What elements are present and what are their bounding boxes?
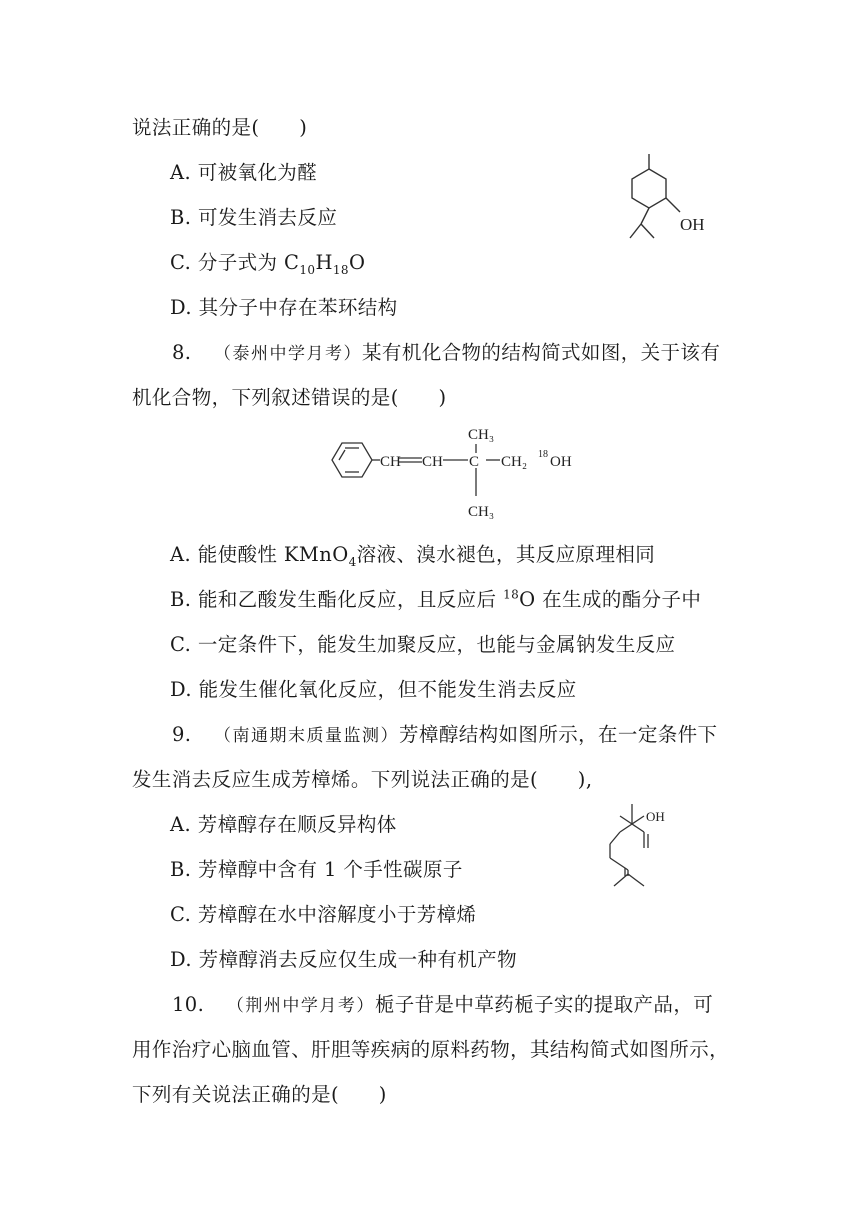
option-text-pre: 能使酸性 KMnO bbox=[197, 543, 349, 566]
option-text-post: 溶液、溴水褪色，其反应原理相同 bbox=[356, 543, 656, 566]
q10-stem-line2: 用作治疗心脑血管、肝胆等疾病的原料药物，其结构简式如图所示， bbox=[132, 1038, 730, 1061]
q8-stem-line1 bbox=[172, 341, 720, 366]
q8-option-a bbox=[170, 543, 655, 567]
option-letter: A. bbox=[170, 543, 192, 566]
option-text: 能发生催化氧化反应，但不能发生消去反应 bbox=[198, 678, 577, 701]
option-letter: D. bbox=[170, 948, 192, 971]
option-letter: D. bbox=[170, 296, 192, 319]
q7-option-d bbox=[170, 296, 398, 320]
option-text: 一定条件下，能发生加聚反应，也能与金属钠发生反应 bbox=[197, 633, 676, 656]
q7-option-b bbox=[170, 206, 337, 230]
ch-label: CH bbox=[422, 454, 443, 470]
question-source: （南通期末质量监测） bbox=[214, 726, 400, 746]
question-source: （荆州中学月考） bbox=[226, 996, 375, 1016]
option-text-pre: 分子式为 C bbox=[197, 251, 300, 274]
isotope-label: 18 bbox=[538, 449, 548, 460]
q9-stem-line1 bbox=[172, 723, 717, 748]
option-letter: C. bbox=[170, 633, 192, 656]
c-label: C bbox=[469, 454, 480, 470]
question-stem: 栀子苷是中草药栀子实的提取产品，可 bbox=[374, 993, 714, 1016]
q8-option-b bbox=[170, 588, 701, 612]
q8-option-d bbox=[170, 678, 577, 702]
option-text-post: O bbox=[348, 251, 366, 274]
q9-option-d bbox=[170, 948, 517, 972]
ch-label: CH bbox=[380, 454, 401, 470]
superscript: 18 bbox=[503, 587, 520, 602]
q9-option-b bbox=[170, 858, 463, 882]
q9-stem-line2: 发生消去反应生成芳樟烯。下列说法正确的是( ), bbox=[132, 768, 593, 791]
option-text-post: O 在生成的酯分子中 bbox=[519, 588, 702, 611]
ch3-top-label: CH₃ bbox=[468, 427, 495, 443]
option-text: 芳樟醇中含有 1 个手性碳原子 bbox=[197, 858, 463, 881]
option-letter: A. bbox=[170, 161, 192, 184]
option-letter: B. bbox=[170, 858, 192, 881]
question-number: 8. bbox=[172, 341, 192, 364]
oh-label: OH bbox=[550, 454, 572, 470]
option-text: 其分子中存在苯环结构 bbox=[198, 296, 398, 319]
option-text: 可被氧化为醛 bbox=[197, 161, 318, 184]
q7-option-c bbox=[170, 251, 365, 275]
option-text: 芳樟醇存在顺反异构体 bbox=[197, 813, 397, 836]
question-number: 10. bbox=[172, 993, 205, 1016]
linalool-structure bbox=[596, 802, 686, 894]
option-letter: A. bbox=[170, 813, 192, 836]
q9-option-c bbox=[170, 903, 476, 927]
q9-option-a bbox=[170, 813, 397, 837]
option-text: 可发生消去反应 bbox=[197, 206, 338, 229]
q7-option-a bbox=[170, 161, 317, 185]
q10-stem-line3: 下列有关说法正确的是( ) bbox=[132, 1083, 387, 1106]
question-stem: 某有机化合物的结构简式如图，关于该有 bbox=[362, 341, 721, 364]
question-number: 9. bbox=[172, 723, 192, 746]
q8-stem-line2: 机化合物，下列叙述错误的是( ) bbox=[132, 386, 447, 409]
subscript: 18 bbox=[332, 262, 349, 277]
question-source: （泰州中学月考） bbox=[214, 344, 363, 364]
option-text-mid: H bbox=[315, 251, 333, 274]
option-letter: C. bbox=[170, 251, 192, 274]
subscript: 4 bbox=[348, 554, 357, 569]
q8-structure bbox=[318, 424, 588, 526]
subscript: 10 bbox=[299, 262, 316, 277]
option-letter: C. bbox=[170, 903, 192, 926]
question-stem: 芳樟醇结构如图所示，在一定条件下 bbox=[399, 723, 718, 746]
oh-label: OH bbox=[646, 809, 665, 824]
option-text-pre: 能和乙酸发生酯化反应，且反应后 bbox=[197, 588, 504, 611]
option-letter: D. bbox=[170, 678, 192, 701]
q10-stem-line1 bbox=[172, 993, 713, 1018]
oh-label: OH bbox=[680, 215, 705, 234]
q8-option-c bbox=[170, 633, 675, 657]
option-letter: B. bbox=[170, 206, 192, 229]
menthol-structure bbox=[600, 140, 720, 260]
ch2-label: CH₂ bbox=[501, 454, 528, 470]
option-letter: B. bbox=[170, 588, 192, 611]
ch3-bottom-label: CH₃ bbox=[468, 504, 495, 520]
option-text: 芳樟醇在水中溶解度小于芳樟烯 bbox=[197, 903, 477, 926]
option-text: 芳樟醇消去反应仅生成一种有机产物 bbox=[198, 948, 517, 971]
q7-stem: 说法正确的是( ) bbox=[132, 116, 308, 139]
